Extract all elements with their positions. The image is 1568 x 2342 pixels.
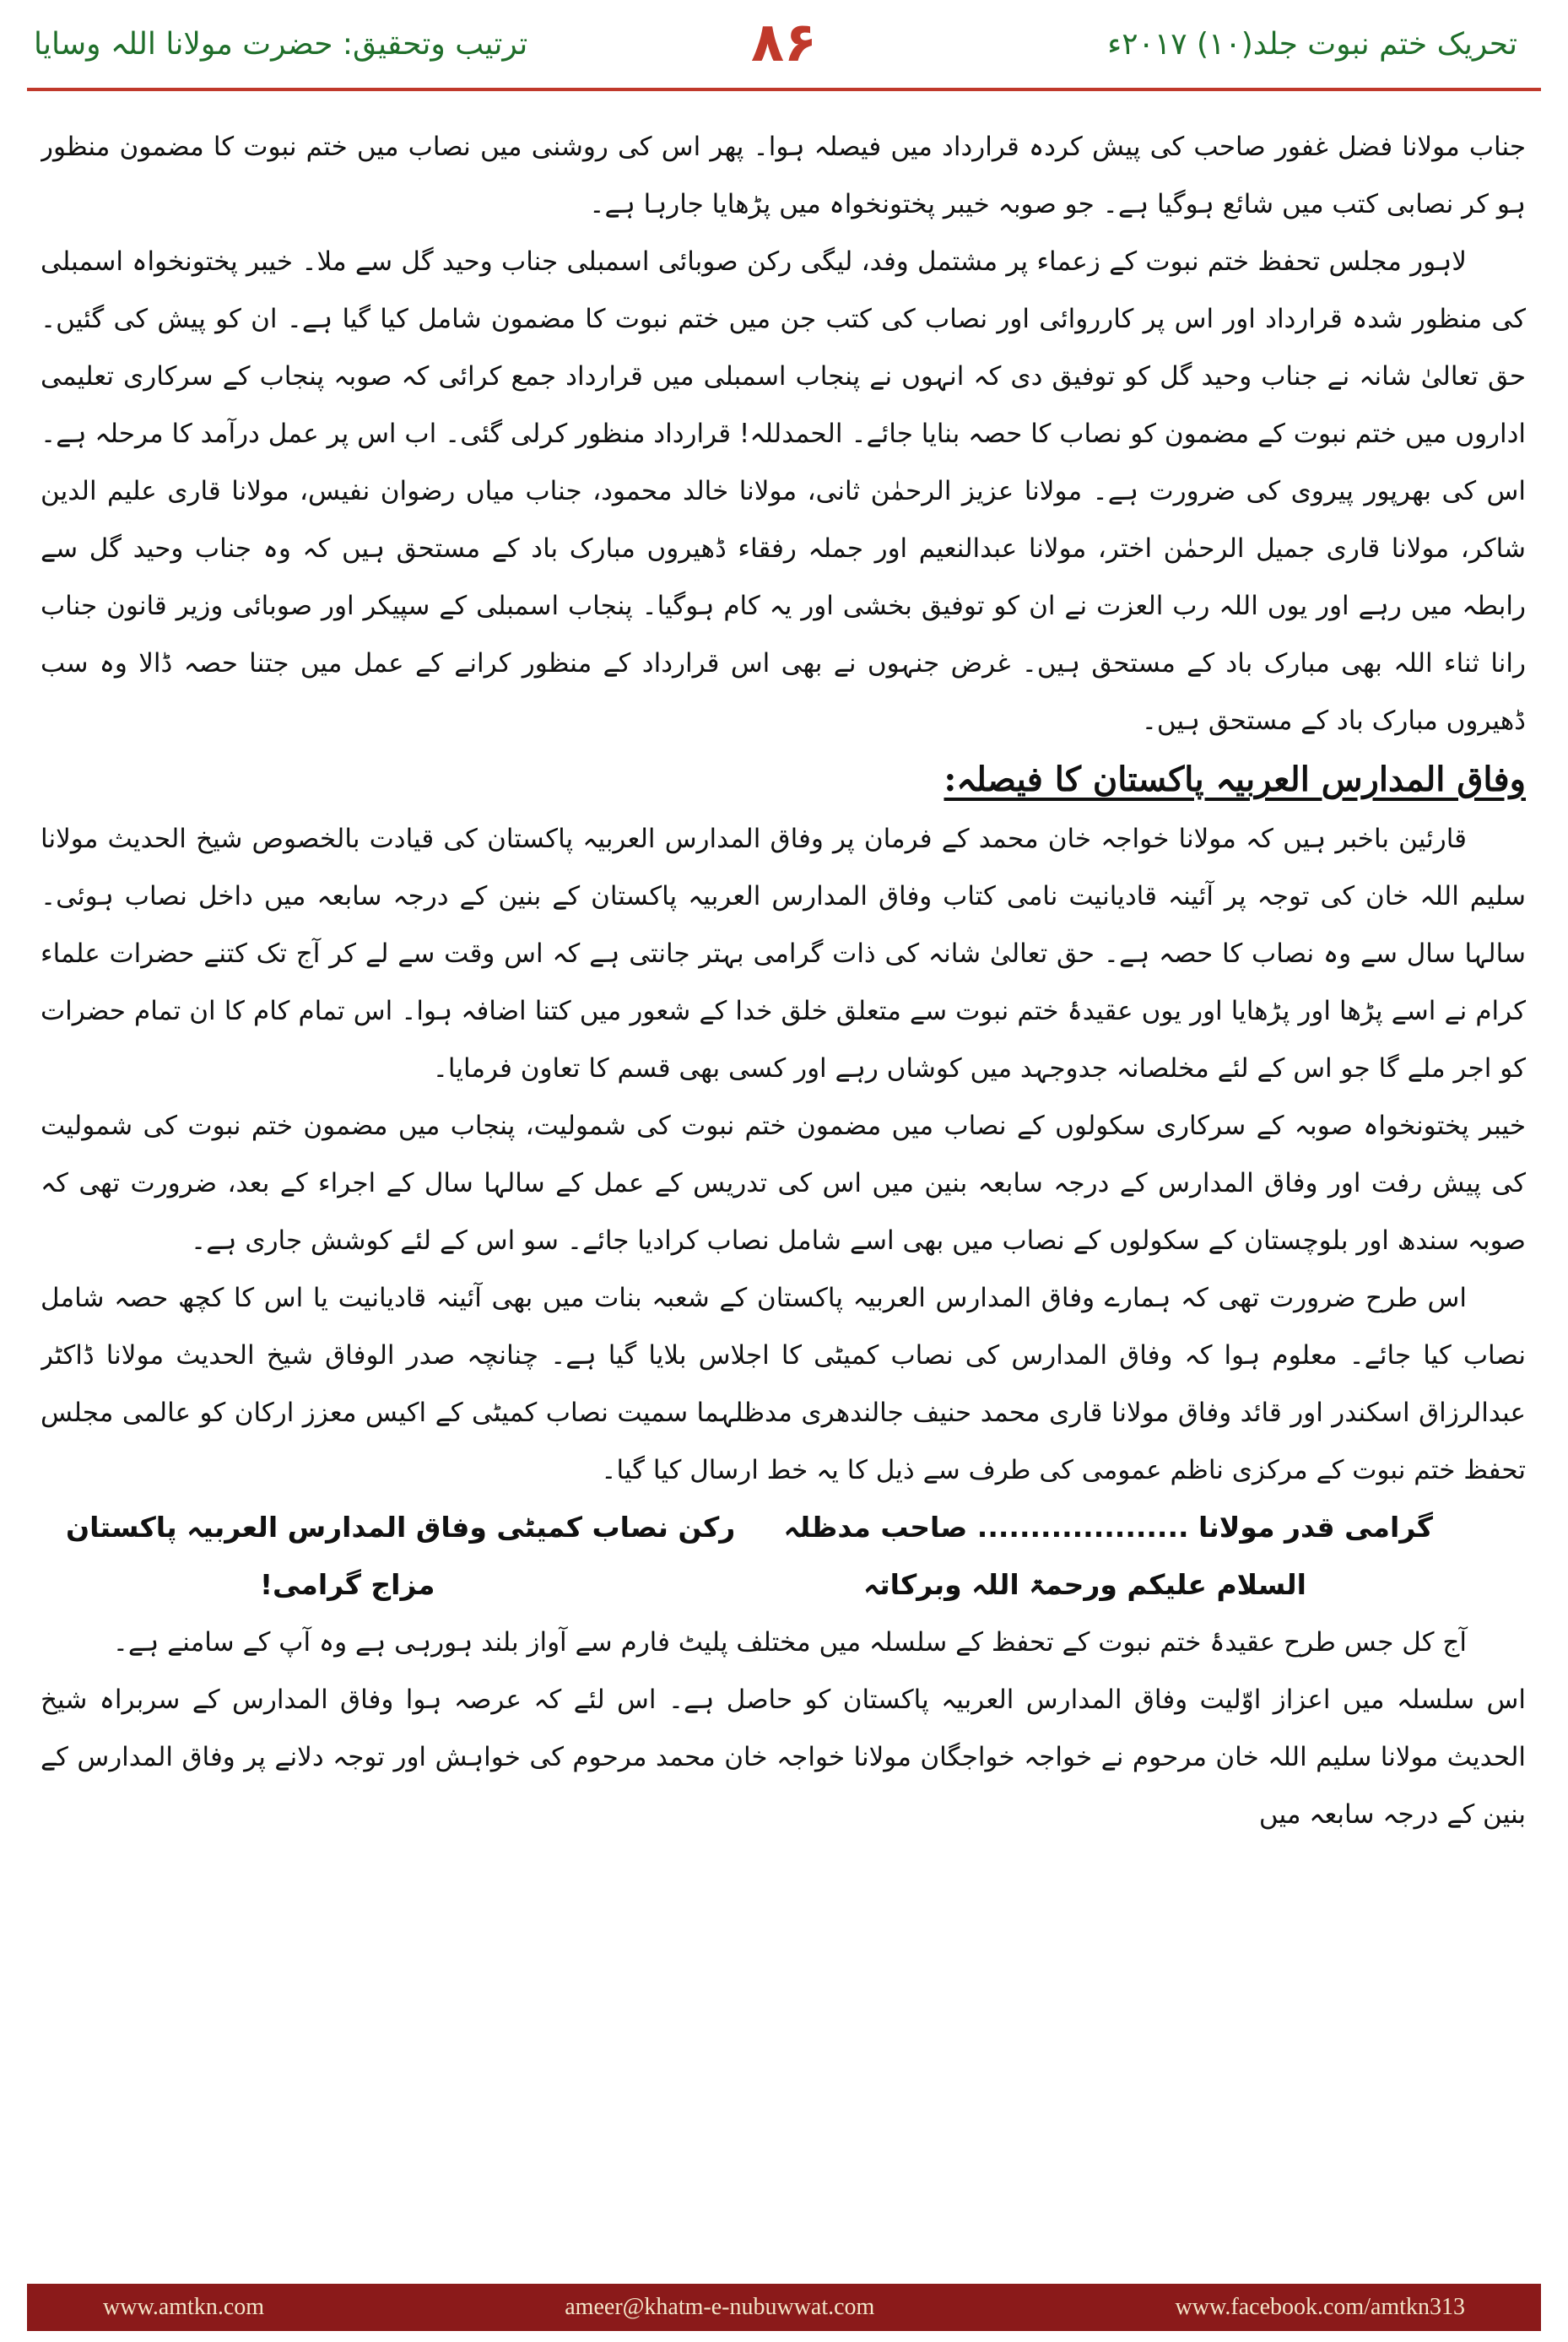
compiler-credit: ترتیب وتحقیق: حضرت مولانا اللہ وسایا <box>34 27 528 62</box>
paragraph: قارئین باخبر ہیں کہ مولانا خواجہ خان محمد کے فرمان پر وفاق المدارس العربیہ پاکستان کی قیادت بالخصوص شیخ الحدیث مولانا سلیم اللہ خان کی توجہ پر آئینہ قادیانیت نامی کتاب وفاق المدارس العربیہ پاکستان کے بنین کے درجہ سابعہ میں داخل نصاب ہوئی۔ سالہا سال سے وہ نصاب کا حصہ ہے۔ حق تعالیٰ شانہ کی ذات گرامی بہتر جانتی ہے کہ اس وقت سے لے کر آج تک کتنے حضرات علماء کرام نے اسے پڑھا اور پڑھایا اور یوں عقیدۂ ختم نبوت سے متعلق خلق خدا کے شعور میں کتنا اضافہ ہوا۔ اس تمام کام کا ان تمام حضرات کو اجر ملے گا جو اس کے لئے مخلصانہ جدوجہد میں کوشاں رہے اور کسی بھی قسم کا تعاون فرمایا۔ <box>41 824 1526 1084</box>
header-rule <box>27 88 1541 91</box>
letter-salam: السلام علیکم ورحمۃ اللہ وبرکاتہ <box>862 1568 1306 1601</box>
paragraph: اس سلسلہ میں اعزاز اوّلیت وفاق المدارس العربیہ پاکستان کو حاصل ہے۔ اس لئے کہ عرصہ ہوا وفاق المدارس کے سربراہ شیخ الحدیث مولانا سلیم اللہ خان مرحوم نے خواجہ خواجگان مولانا خواجہ خان محمد مرحوم کی خواہش اور توجہ دلانے پر وفاق المدارس کے بنین کے درجہ سابعہ میں <box>41 1685 1526 1830</box>
facebook-link[interactable]: www.facebook.com/amtkn313 <box>1175 2294 1465 2320</box>
letter-address-line <box>41 1499 1526 1556</box>
paragraph: آج کل جس طرح عقیدۂ ختم نبوت کے تحفظ کے سلسلہ میں مختلف پلیٹ فارم سے آواز بلند ہورہی ہے وہ آپ کے سامنے ہے۔ <box>112 1627 1467 1658</box>
paragraph: لاہور مجلس تحفظ ختم نبوت کے زعماء پر مشتمل وفد، لیگی رکن صوبائی اسمبلی جناب وحید گل سے ملا۔ خیبر پختونخواہ اسمبلی کی منظور شدہ قرارداد اور اس پر کارروائی اور نصاب کی کتب جن میں ختم نبوت کا مضمون شامل کیا گیا ہے۔ ان کو پیش کی گئیں۔ حق تعالیٰ شانہ نے جناب وحید گل کو توفیق دی کہ انہوں نے پنجاب اسمبلی میں قرارداد جمع کرائی کہ صوبہ پنجاب کے سرکاری تعلیمی اداروں میں ختم نبوت کے مضمون کو نصاب کا حصہ بنایا جائے۔ الحمدللہ! قرارداد منظور کرلی گئی۔ اب اس پر عمل درآمد کا مرحلہ ہے۔ اس کی بھرپور پیروی کی ضرورت ہے۔ مولانا عزیز الرحمٰن ثانی، مولانا خالد محمود، جناب میاں رضوان نفیس، مولانا قاری علیم الدین شاکر، مولانا قاری جمیل الرحمٰن اختر، مولانا عبدالنعیم اور جملہ رفقاء ڈھیروں مبارک باد کے مستحق ہیں کہ وہ جناب وحید گل سے رابطہ میں رہے اور یوں اللہ رب العزت نے ان کو توفیق بخشی اور یہ کام ہوگیا۔ پنجاب اسمبلی کے سپیکر اور صوبائی وزیر قانون جناب رانا ثناء اللہ بھی مبارک باد کے مستحق ہیں۔ غرض جنہوں نے بھی اس قرارداد کے منظور کرانے کے عمل میں جتنا حصہ ڈالا وہ سب ڈھیروں مبارک باد کے مستحق ہیں۔ <box>41 246 1526 736</box>
paragraph: خیبر پختونخواہ صوبہ کے سرکاری سکولوں کے نصاب میں مضمون ختم نبوت کی شمولیت، پنجاب میں مضمون ختم نبوت کی شمولیت کی پیش رفت اور وفاق المدارس کے درجہ سابعہ بنین میں اس کی تدریس کے عمل کے سالہا سال کے اجراء کے بعد، ضرورت تھی کہ صوبہ سندھ اور بلوچستان کے سکولوں کے نصاب میں بھی اسے شامل نصاب کرادیا جائے۔ سو اس کے لئے کوشش جاری ہے۔ <box>41 1111 1526 1256</box>
letter-greeting: مزاج گرامی! <box>260 1568 435 1601</box>
article-body <box>41 118 1526 2245</box>
email-link[interactable]: ameer@khatm-e-nubuwwat.com <box>565 2294 875 2320</box>
letter-role: رکن نصاب کمیٹی وفاق المدارس العربیہ پاکستان <box>66 1511 736 1544</box>
paragraph: جناب مولانا فضل غفور صاحب کی پیش کردہ قرارداد میں فیصلہ ہوا۔ پھر اس کی روشنی میں نصاب میں ختم نبوت کا مضمون منظور ہو کر نصابی کتب میں شائع ہوگیا ہے۔ جو صوبہ خیبر پختونخواہ میں پڑھایا جارہا ہے۔ <box>41 132 1526 219</box>
page-footer <box>27 2284 1541 2331</box>
book-title: تحریک ختم نبوت جلد(۱۰) ۲۰۱۷ء <box>1107 27 1517 62</box>
letter-addressee: گرامی قدر مولانا .................... صاحب مدظلہ <box>783 1511 1433 1544</box>
paragraph: اس طرح ضرورت تھی کہ ہمارے وفاق المدارس العربیہ پاکستان کے شعبہ بنات میں بھی آئینہ قادیانیت یا اس کا کچھ حصہ شامل نصاب کیا جائے۔ معلوم ہوا کہ وفاق المدارس کی نصاب کمیٹی کا اجلاس بلایا گیا ہے۔ چنانچہ صدر الوفاق شیخ الحدیث مولانا ڈاکٹر عبدالرزاق اسکندر اور قائد وفاق مولانا قاری محمد حنیف جالندھری مدظلہما سمیت نصاب کمیٹی کے اکیس معزز ارکان کو عالمی مجلس تحفظ ختم نبوت کے مرکزی ناظم عمومی کی طرف سے ذیل کا یہ خط ارسال کیا گیا۔ <box>41 1283 1526 1485</box>
letter-salutation-line <box>41 1556 1526 1614</box>
website-link[interactable]: www.amtkn.com <box>103 2294 265 2320</box>
page-number: ۸۶ <box>750 12 818 74</box>
page-header <box>0 0 1568 93</box>
section-heading: وفاق المدارس العربیہ پاکستان کا فیصلہ: <box>944 760 1526 799</box>
